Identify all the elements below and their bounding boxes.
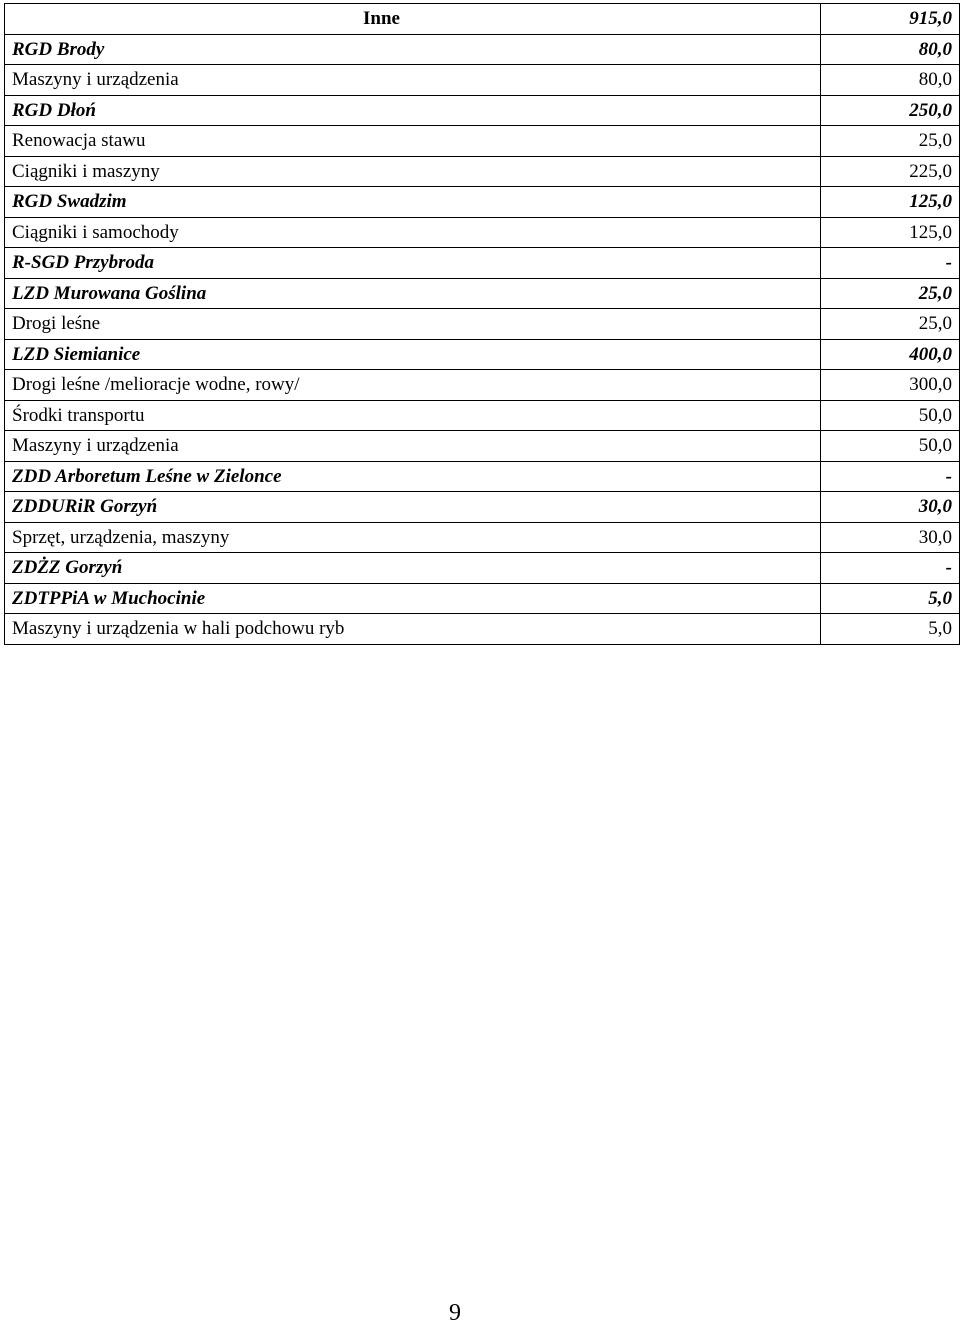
item-amount: 5,0 [821, 614, 960, 645]
unit-row [5, 583, 960, 614]
item-amount: 125,0 [821, 217, 960, 248]
item-name: Maszyny i urządzenia w hali podchowu ryb [5, 614, 821, 645]
table-body [5, 4, 960, 645]
unit-name: LZD Murowana Goślina [5, 278, 821, 309]
unit-amount: 125,0 [821, 187, 960, 218]
unit-amount: 400,0 [821, 339, 960, 370]
unit-amount: 5,0 [821, 583, 960, 614]
item-amount: 225,0 [821, 156, 960, 187]
unit-name: RGD Brody [5, 34, 821, 65]
unit-amount: 80,0 [821, 34, 960, 65]
unit-row [5, 278, 960, 309]
unit-amount: 30,0 [821, 492, 960, 523]
item-name: Środki transportu [5, 400, 821, 431]
unit-name: ZDD Arboretum Leśne w Zielonce [5, 461, 821, 492]
item-name: Maszyny i urządzenia [5, 431, 821, 462]
item-row [5, 400, 960, 431]
unit-row [5, 339, 960, 370]
item-row [5, 431, 960, 462]
unit-amount: - [821, 248, 960, 279]
item-row [5, 156, 960, 187]
item-row [5, 217, 960, 248]
item-amount: 50,0 [821, 431, 960, 462]
unit-row [5, 553, 960, 584]
item-name: Ciągniki i samochody [5, 217, 821, 248]
unit-name: RGD Dłoń [5, 95, 821, 126]
item-name: Drogi leśne /melioracje wodne, rowy/ [5, 370, 821, 401]
item-amount: 30,0 [821, 522, 960, 553]
item-amount: 80,0 [821, 65, 960, 96]
unit-row [5, 492, 960, 523]
item-amount: 300,0 [821, 370, 960, 401]
unit-row [5, 95, 960, 126]
page-number: 9 [449, 1300, 461, 1326]
unit-name: LZD Siemianice [5, 339, 821, 370]
unit-row [5, 248, 960, 279]
item-name: Ciągniki i maszyny [5, 156, 821, 187]
unit-name: R-SGD Przybroda [5, 248, 821, 279]
table-header-row [5, 4, 960, 35]
unit-row [5, 187, 960, 218]
item-amount: 25,0 [821, 126, 960, 157]
item-name: Maszyny i urządzenia [5, 65, 821, 96]
unit-name: ZDDURiR Gorzyń [5, 492, 821, 523]
item-row [5, 522, 960, 553]
unit-name: ZDŻZ Gorzyń [5, 553, 821, 584]
item-row [5, 370, 960, 401]
item-row [5, 309, 960, 340]
item-row [5, 65, 960, 96]
unit-amount: 250,0 [821, 95, 960, 126]
item-name: Drogi leśne [5, 309, 821, 340]
item-name: Renowacja stawu [5, 126, 821, 157]
item-amount: 25,0 [821, 309, 960, 340]
budget-table [4, 3, 960, 645]
unit-amount: 25,0 [821, 278, 960, 309]
unit-row [5, 461, 960, 492]
unit-amount: - [821, 553, 960, 584]
header-label: Inne [5, 4, 821, 35]
header-total: 915,0 [821, 4, 960, 35]
item-name: Sprzęt, urządzenia, maszyny [5, 522, 821, 553]
unit-name: ZDTPPiA w Muchocinie [5, 583, 821, 614]
item-amount: 50,0 [821, 400, 960, 431]
unit-amount: - [821, 461, 960, 492]
unit-name: RGD Swadzim [5, 187, 821, 218]
unit-row [5, 34, 960, 65]
item-row [5, 126, 960, 157]
item-row [5, 614, 960, 645]
